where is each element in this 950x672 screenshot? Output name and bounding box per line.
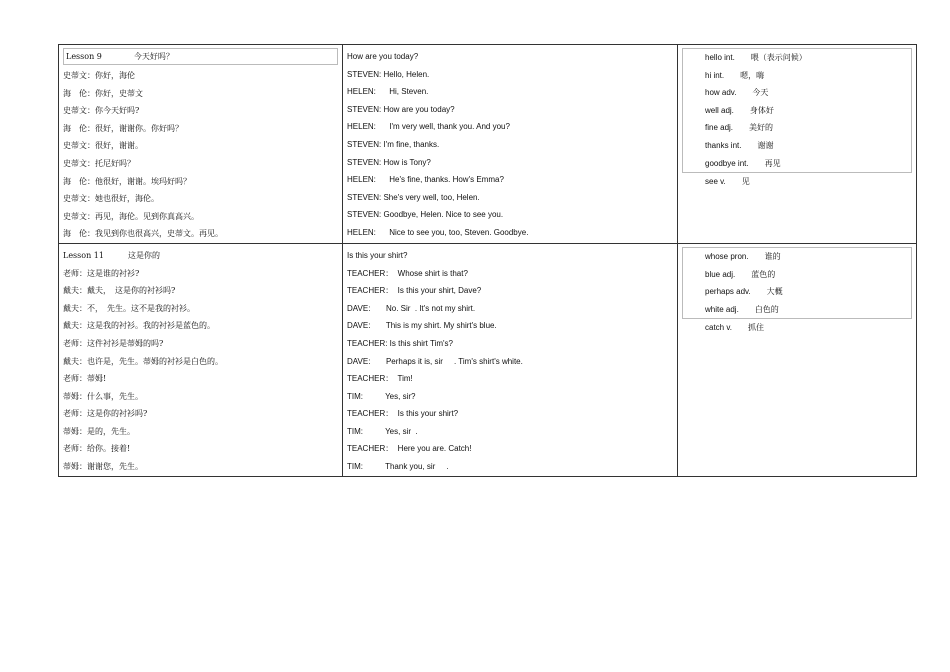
lesson-9-chinese-cell [59, 45, 343, 244]
chinese-dialogue-line: 蒂姆：谢谢您，先生。 [63, 462, 143, 472]
chinese-dialogue-line: 史蒂文：托尼好吗？ [63, 158, 135, 168]
chinese-dialogue-line: 海 伦：很好，谢谢你。你好吗？ [63, 123, 183, 133]
english-dialogue-line: TEACHER: Is this shirt Tim's? [347, 338, 453, 348]
vocab-item: hello int. 喂（表示问候） [705, 53, 807, 62]
english-dialogue-line: DAVE: No. Sir . It's not my shirt. [347, 303, 476, 313]
english-dialogue-line: TEACHER： Here you are. Catch! [347, 444, 472, 454]
english-dialogue-line: HELEN: Nice to see you, too, Steven. Goodbye. [347, 227, 529, 237]
lesson-11-chinese-cell [59, 243, 343, 476]
chinese-dialogue-line: 史蒂文：再见，海伦。见到你真高兴。 [63, 211, 199, 221]
chinese-dialogue-line: 老师：这是你的衬衫吗? [63, 409, 148, 419]
english-dialogue-line: TEACHER： Whose shirt is that? [347, 268, 468, 278]
vocab-item: perhaps adv. 大概 [705, 287, 783, 297]
lesson-9-row [59, 45, 917, 244]
lesson-11-english-cell [343, 243, 678, 476]
lesson-11-vocab-cell [678, 243, 917, 476]
lesson-9-vocab-box [682, 48, 912, 173]
vocab-item: hi int. 嗯，嗨 [705, 70, 765, 80]
english-dialogue-line: DAVE: Perhaps it is, sir . Tim's shirt's white. [347, 356, 523, 366]
chinese-dialogue-line: 蒂姆：什么事，先生。 [63, 391, 143, 401]
chinese-dialogue-line: 老师：蒂姆! [63, 374, 107, 384]
lesson-table [58, 44, 917, 477]
chinese-dialogue-line: 史蒂文：你好，海伦 [63, 71, 135, 80]
english-dialogue-line: TEACHER： Is this your shirt? [347, 409, 459, 419]
chinese-dialogue-line: 戴夫：不， 先生。这不是我的衬衫。 [63, 303, 195, 313]
vocab-item: see v. 见 [705, 177, 750, 187]
lesson-11-vocab-box [682, 247, 912, 319]
chinese-dialogue-line: 老师：这是谁的衬衫? [63, 268, 140, 278]
english-dialogue-line: TEACHER： Is this your shirt, Dave? [347, 286, 482, 296]
english-dialogue-line: TEACHER： Tim! [347, 374, 413, 384]
lesson-9-english-lines [347, 48, 673, 242]
english-dialogue-line: HELEN: I'm very well, thank you. And you? [347, 122, 510, 132]
english-dialogue-line: STEVEN: How are you today? [347, 104, 455, 114]
chinese-dialogue-line: 老师：这件衬衫是蒂姆的吗? [63, 338, 164, 348]
english-dialogue-line: STEVEN: Hello, Helen. [347, 69, 430, 79]
vocab-item: catch v. 抓住 [705, 323, 764, 333]
lesson-9-english-cell [343, 45, 678, 244]
vocab-item: thanks int. 谢谢 [705, 140, 774, 150]
chinese-dialogue-line: 海 伦：他很好，谢谢。埃玛好吗？ [63, 176, 191, 186]
chinese-dialogue-line: 史蒂文：她也很好，海伦。 [63, 194, 159, 204]
lesson-9-chinese-lines [63, 67, 338, 243]
english-dialogue-line: TIM: Yes, sir? [347, 391, 416, 401]
english-dialogue-line: HELEN: He's fine, thanks. How's Emma? [347, 175, 504, 185]
english-dialogue-line: STEVEN: She's very well, too, Helen. [347, 192, 480, 202]
vocab-item: well adj. 身体好 [705, 105, 774, 115]
chinese-dialogue-line: 蒂姆：是的，先生。 [63, 426, 135, 436]
chinese-dialogue-line: 戴夫：戴夫， 这是你的衬衫吗? [63, 286, 176, 296]
lesson-11-header: Lesson 11 这是你的 [63, 250, 160, 260]
lesson-9-header: Lesson 9 今天好吗？ [63, 48, 338, 65]
chinese-dialogue-line: 史蒂文：你今天好吗? [63, 106, 140, 116]
english-dialogue-line: How are you today? [347, 52, 419, 61]
lesson-11-chinese-lines [63, 265, 338, 476]
vocab-item: blue adj. 蓝色的 [705, 269, 776, 279]
english-dialogue-line: TIM: Thank you, sir . [347, 462, 449, 472]
lesson-9-vocab-cell [678, 45, 917, 244]
vocab-item: whose pron. 谁的 [705, 251, 781, 261]
chinese-dialogue-line: 史蒂文：很好，谢谢。 [63, 141, 143, 151]
chinese-dialogue-line: 戴夫：也许是，先生。蒂姆的衬衫是白色的。 [63, 356, 223, 366]
english-dialogue-line: HELEN: Hi, Steven. [347, 87, 429, 97]
english-dialogue-line: STEVEN: I'm fine, thanks. [347, 139, 440, 149]
english-dialogue-line: Is this your shirt? [347, 250, 408, 260]
chinese-dialogue-line: 戴夫：这是我的衬衫。我的衬衫是蓝色的。 [63, 321, 215, 331]
english-dialogue-line: STEVEN: Goodbye, Helen. Nice to see you. [347, 210, 504, 220]
vocab-item: goodbye int. 再见 [705, 158, 781, 168]
lesson-9-vocab-after [682, 173, 912, 191]
lesson-11-vocab-after [682, 319, 912, 337]
chinese-dialogue-line: 海 伦：你好，史蒂文 [63, 88, 143, 98]
vocab-item: white adj. 白色的 [705, 304, 779, 314]
vocab-item: how adv. 今天 [705, 88, 769, 98]
english-dialogue-line: STEVEN: How is Tony? [347, 157, 431, 167]
chinese-dialogue-line: 老师：给你。接着! [63, 444, 131, 454]
english-dialogue-line: TIM: Yes, sir . [347, 426, 418, 436]
english-dialogue-line: DAVE: This is my shirt. My shirt's blue. [347, 321, 497, 331]
chinese-dialogue-line: 海 伦：我见到你也很高兴，史蒂文。再见。 [63, 229, 223, 239]
vocab-item: fine adj. 美好的 [705, 123, 774, 133]
lesson-11-row [59, 243, 917, 476]
lesson-11-english-lines [347, 247, 673, 476]
